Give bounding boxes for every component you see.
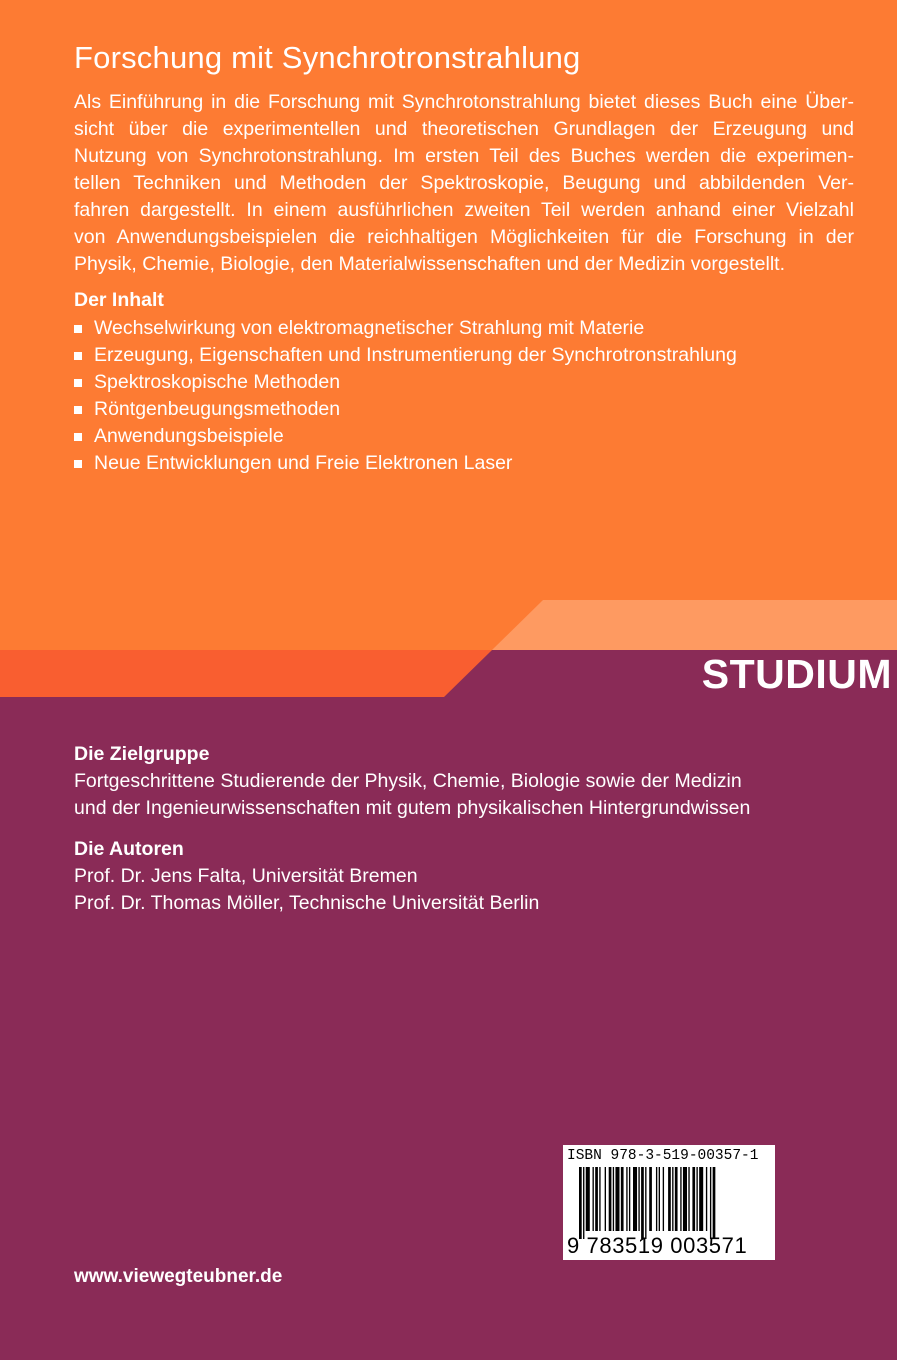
isbn-label: ISBN 978-3-519-00357-1 (567, 1148, 759, 1164)
list-item (74, 369, 737, 396)
barcode-bar (663, 1167, 664, 1231)
barcode-bar (659, 1167, 660, 1231)
audience-line: und der Ingenieurwissenschaften mit gutem physikalischen Hintergrundwissen (74, 797, 751, 819)
book-title: Forschung mit Synchrotronstrahlung (74, 40, 581, 75)
barcode-bar (633, 1167, 637, 1231)
barcode-bar (683, 1167, 687, 1231)
barcode-bar (641, 1167, 644, 1239)
barcode-bar (656, 1167, 657, 1231)
barcode-bar (599, 1167, 600, 1231)
barcode-bar (668, 1167, 671, 1231)
bullet-icon (74, 433, 82, 441)
barcode-bar (593, 1167, 594, 1231)
author-line: Prof. Dr. Thomas Möller, Technische Universität Berlin (74, 892, 540, 914)
intro-line: von Anwendungsbeispielen die reichhaltigen Möglichkeiten für die Forschung in der (74, 226, 854, 248)
barcode-bar (710, 1167, 711, 1239)
barcode-bar (638, 1167, 639, 1231)
barcode-bar (626, 1167, 627, 1231)
barcode-bar (649, 1167, 652, 1231)
intro-line: Physik, Chemie, Biologie, den Materialwissenschaften und der Medizin vorgestellt. (74, 253, 786, 275)
stripe-red-band (0, 650, 492, 697)
bullet-icon (74, 460, 82, 468)
list-item (74, 450, 737, 477)
isbn-barcode (563, 1145, 775, 1260)
intro-line: sicht über die experimentellen und theoretischen Grundlagen der Erzeugung und (74, 118, 854, 140)
intro-paragraph (74, 89, 854, 278)
barcode-bar (621, 1167, 624, 1231)
list-item-text: Röntgenbeugungsmethoden (94, 398, 341, 420)
barcode-bar (613, 1167, 614, 1231)
barcode-bar (672, 1167, 673, 1231)
list-item-text: Wechselwirkung von elektromagnetischer Strahlung mit Materie (94, 317, 645, 339)
bullet-icon (74, 406, 82, 414)
intro-line: Als Einführung in die Forschung mit Synchrotonstrahlung bietet dieses Buch eine Über- (74, 91, 854, 113)
list-item-text: Spektroskopische Methoden (94, 371, 341, 393)
author-line: Prof. Dr. Jens Falta, Universität Bremen (74, 865, 418, 887)
intro-line: fahren dargestellt. In einem ausführlichen zweiten Teil werden anhand einer Vielzahl (74, 199, 854, 221)
contents-list (74, 315, 737, 477)
contents-heading: Der Inhalt (74, 289, 164, 311)
series-label: STUDIUM (701, 651, 892, 697)
audience-line: Fortgeschrittene Studierende der Physik, Chemie, Biologie sowie der Medizin (74, 770, 742, 792)
list-item (74, 396, 737, 423)
list-item (74, 342, 737, 369)
publisher-website: www.viewegteubner.de (74, 1266, 283, 1287)
barcode-bar (595, 1167, 598, 1231)
barcode-digits: 9 783519 003571 (567, 1233, 748, 1258)
intro-line: tellen Techniken und Methoden der Spektroskopie, Beugung und abbildenden Ver- (74, 172, 854, 194)
barcode-bar (605, 1167, 606, 1231)
barcode-bar (583, 1167, 584, 1239)
stripe-light-band (492, 600, 897, 650)
barcode-bar (645, 1167, 646, 1239)
barcode-bar (696, 1167, 697, 1231)
barcode-bar (675, 1167, 678, 1231)
barcode-bar (609, 1167, 612, 1231)
authors-text (74, 863, 539, 917)
list-item-text: Anwendungsbeispiele (94, 425, 284, 447)
audience-text (74, 768, 750, 822)
barcode-bar (706, 1167, 707, 1231)
bullet-icon (74, 325, 82, 333)
audience-heading: Die Zielgruppe (74, 743, 210, 765)
list-item-text: Erzeugung, Eigenschaften und Instrumentierung der Synchrotronstrahlung (94, 344, 737, 366)
bullet-icon (74, 352, 82, 360)
intro-line: Nutzung von Synchrotonstrahlung. Im ersten Teil des Buches werden die experimen- (74, 145, 854, 167)
bullet-icon (74, 379, 82, 387)
barcode-icon (579, 1167, 759, 1239)
list-item (74, 423, 737, 450)
barcode-bar (692, 1167, 695, 1231)
barcode-bar (699, 1167, 703, 1231)
barcode-bar (629, 1167, 630, 1231)
authors-heading: Die Autoren (74, 838, 184, 860)
barcode-bar (579, 1167, 582, 1239)
list-item (74, 315, 737, 342)
barcode-bar (688, 1167, 689, 1231)
barcode-bar (586, 1167, 590, 1231)
barcode-bar (713, 1167, 716, 1239)
list-item-text: Neue Entwicklungen und Freie Elektronen Laser (94, 452, 513, 474)
barcode-bar (615, 1167, 619, 1231)
barcode-bar (680, 1167, 681, 1231)
